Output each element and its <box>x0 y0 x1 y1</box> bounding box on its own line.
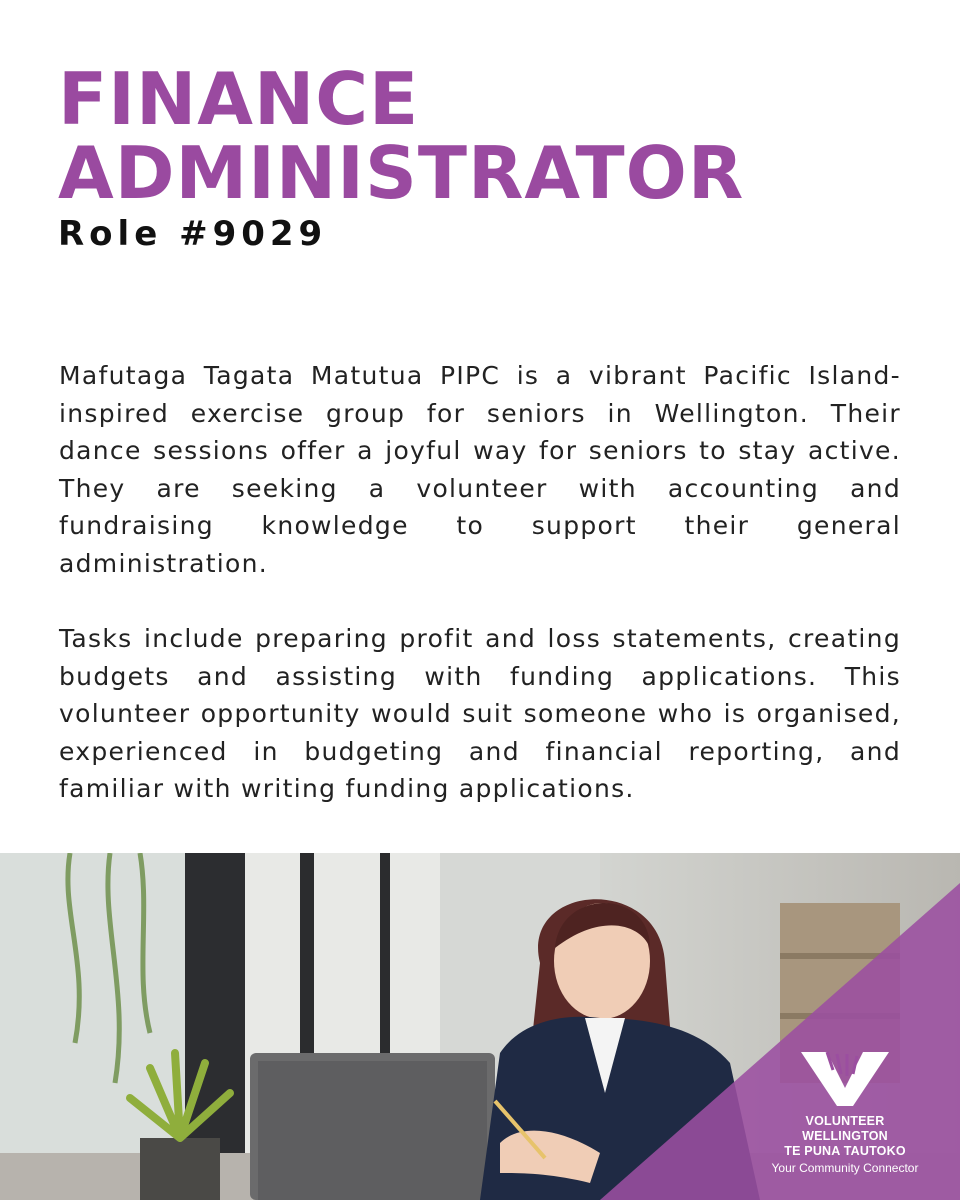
logo-tagline: Your Community Connector <box>771 1161 919 1175</box>
title-line-1: FINANCE <box>58 57 420 141</box>
header <box>58 57 918 254</box>
description-paragraph-2: Tasks include preparing profit and loss statements, creating budgets and assisting with funding applications. This volunteer opportunity would suit someone who is organised, experienced in budgeting and financial reporting, and familiar with writing funding applications. <box>59 624 901 803</box>
hand-v-logo-icon <box>797 1050 893 1108</box>
page-title <box>58 57 918 215</box>
description <box>59 357 901 846</box>
role-number: Role #9029 <box>58 214 328 254</box>
volunteer-wellington-logo <box>770 1050 920 1176</box>
logo-org-line-2: TE PUNA TAUTOKO <box>784 1144 906 1158</box>
description-paragraph-1: Mafutaga Tagata Matutua PIPC is a vibrant Pacific Island-inspired exercise group for seniors in Wellington. Their dance sessions offer a joyful way for seniors to stay active. They are seeking a volunteer with accounting and fundraising knowledge to support their general administration. <box>59 361 901 578</box>
logo-org-line-1: VOLUNTEER WELLINGTON <box>802 1114 888 1143</box>
hero-photo <box>0 853 960 1200</box>
title-line-2: ADMINISTRATOR <box>58 131 745 215</box>
